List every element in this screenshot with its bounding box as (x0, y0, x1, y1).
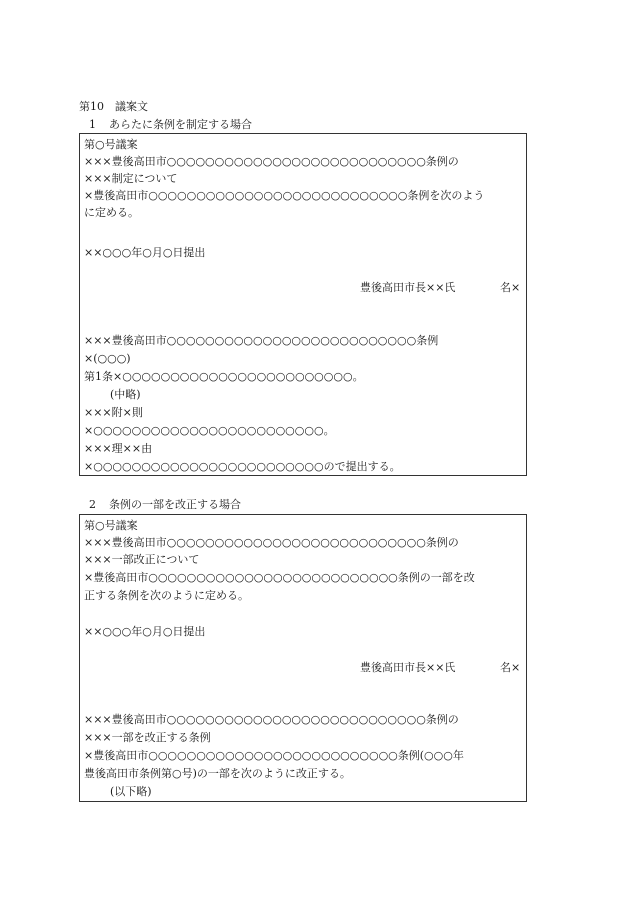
mayor-name: 名× (500, 661, 521, 674)
reason-text: ×○○○○○○○○○○○○○○○○○○○○○○○○ので提出する。 (84, 460, 401, 473)
section-2-heading (89, 497, 241, 512)
bill-text-line-2: に定める。 (84, 206, 139, 219)
ordinance-title-line-1: ×××豊後高田市○○○○○○○○○○○○○○○○○○○○○○○○○○○条例の (84, 713, 459, 726)
bill-number: 第○号議案 (84, 138, 138, 151)
section-1-number: 1 (89, 118, 96, 131)
ordinance-caption: ×(○○○) (84, 352, 131, 365)
bill-title-line-2: ×××一部改正について (84, 553, 200, 566)
bill-text-line-1: ×豊後高田市○○○○○○○○○○○○○○○○○○○○○○○○○○○条例を次のよう (84, 189, 485, 202)
amendment-text-line-1: ×豊後高田市○○○○○○○○○○○○○○○○○○○○○○○○○○条例(○○○年 (84, 749, 464, 762)
bill-title-line-1: ×××豊後高田市○○○○○○○○○○○○○○○○○○○○○○○○○○○条例の (84, 536, 459, 549)
page-heading: 第10 議案文 (79, 100, 148, 113)
mayor-name: 名× (500, 281, 521, 294)
bill-text-line-2: 正する条例を次のように定める。 (84, 589, 249, 602)
ordinance-title-line-2: ×××一部を改正する条例 (84, 731, 211, 744)
mayor-title: 豊後高田市長××氏 (360, 661, 456, 674)
mayor-title: 豊後高田市長××氏 (360, 281, 456, 294)
section-1-heading (89, 117, 252, 132)
bill-number: 第○号議案 (84, 519, 138, 532)
bill-title-line-1: ×××豊後高田市○○○○○○○○○○○○○○○○○○○○○○○○○○○条例の (84, 155, 459, 168)
ordinance-title: ×××豊後高田市○○○○○○○○○○○○○○○○○○○○○○○○○○条例 (84, 334, 439, 347)
section-2-number: 2 (89, 498, 96, 511)
bill-text-line-1: ×豊後高田市○○○○○○○○○○○○○○○○○○○○○○○○○○条例の一部を改 (84, 571, 475, 584)
submission-date: ××○○○年○月○日提出 (84, 625, 206, 638)
section-1-title: あらたに条例を制定する場合 (109, 118, 252, 131)
bill-title-line-2: ×××制定について (84, 172, 178, 185)
reason-heading: ×××理××由 (84, 442, 153, 455)
supplementary-provision-text: ×○○○○○○○○○○○○○○○○○○○○○○○○。 (84, 424, 335, 437)
section-2-box (79, 514, 527, 802)
omitted-note: (以下略) (110, 785, 152, 798)
submission-date: ××○○○年○月○日提出 (84, 246, 206, 259)
section-1-box (79, 133, 527, 476)
amendment-text-line-2: 豊後高田市条例第○号)の一部を次のように改正する。 (84, 767, 351, 780)
article-1: 第1条×○○○○○○○○○○○○○○○○○○○○○○○○。 (84, 370, 364, 383)
omitted-note: (中略) (110, 388, 141, 401)
section-2-title: 条例の一部を改正する場合 (109, 498, 241, 511)
supplementary-provision-heading: ×××附×則 (84, 406, 143, 419)
